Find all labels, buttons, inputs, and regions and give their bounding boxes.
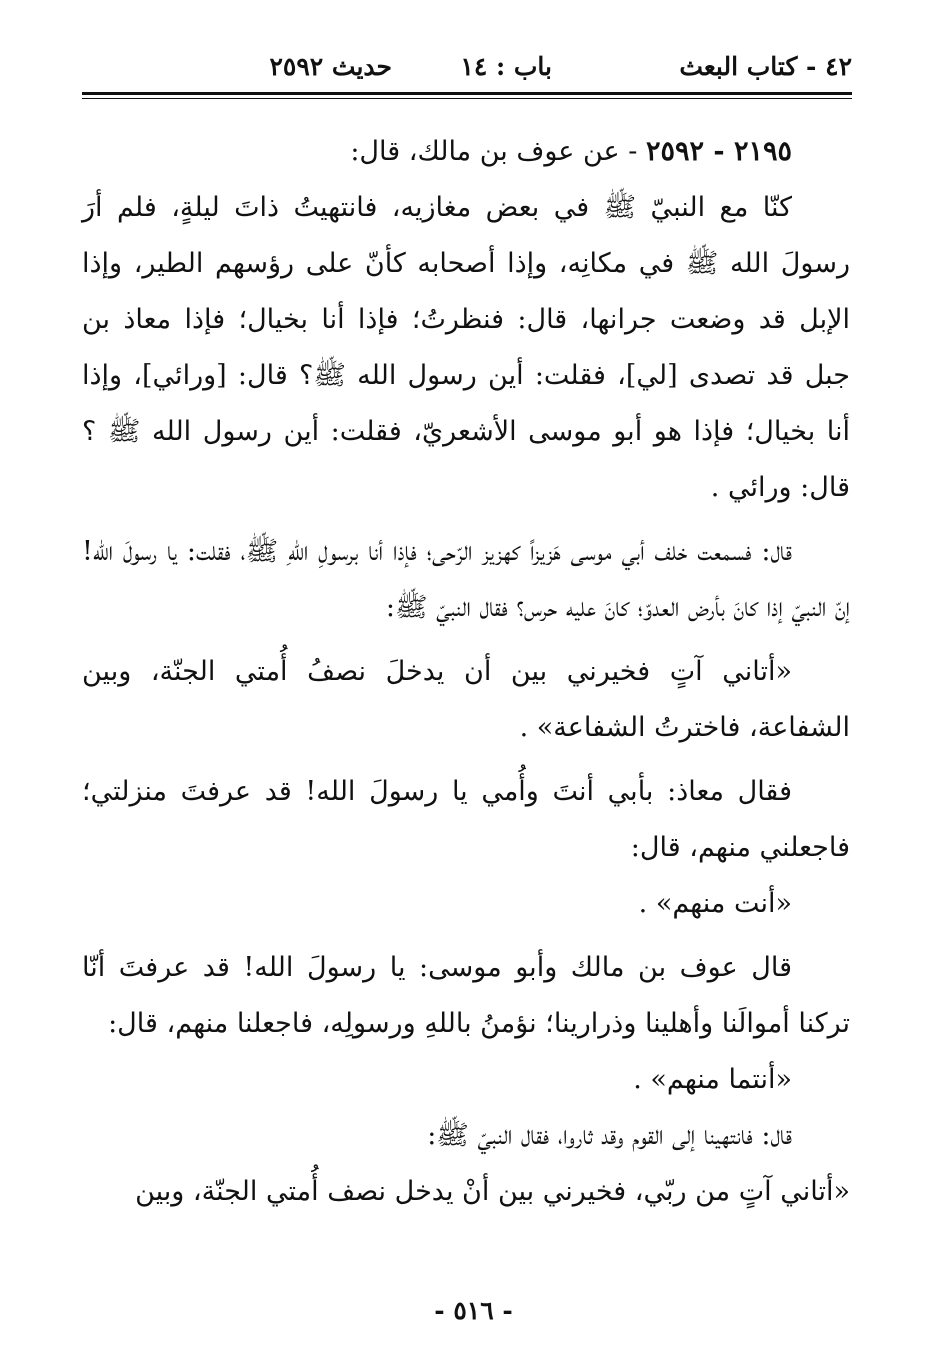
paragraph-gap — [82, 516, 850, 524]
paragraph-gap — [82, 756, 850, 764]
quote-paragraph: «أنتما منهم» . — [633, 1064, 792, 1095]
running-header — [82, 52, 852, 92]
hadith-heading — [82, 124, 850, 180]
hadith-range: حديث ٢٥٩٢ — [269, 52, 392, 81]
paragraph-gap — [82, 932, 850, 940]
paragraph-gap — [82, 636, 850, 644]
hadith-number: ٢١٩٥ - ٢٥٩٢ — [645, 136, 792, 167]
quote-paragraph: «أتاني آتٍ من ربّي، فخيرني بين أنْ يدخل نصف أُمتي الجنّة، وبين — [135, 1176, 850, 1207]
paragraph: قال: فسمعت خلف أبي موسى هَزيزاً كهزيز الرّحى؛ فإذا أنا برسولِ اللهِ ﷺ، فقلت: يا رسولَ الله! إنّ النبيّ إذا كانَ بأرض العدوّ؛ كانَ عليه حرس؟ فقال النبيّ ﷺ: — [82, 536, 850, 623]
paragraph: كنّا مع النبيّ ﷺ في بعض مغازيه، فانتهيتُ ذاتَ ليلةٍ، فلم أرَ رسولَ الله ﷺ في مكانِه، وإذا أصحابه كأنّ على رؤسهم الطير، وإذا الإبل قد وضعت جرانها، قال: فنظرتُ؛ فإذا أنا بخيال؛ فإذا معاذ بن جبل قد تصدى [لي]، فقلت: أين رسول الله ﷺ؟ قال: [ورائي]، وإذا أنا بخيال؛ فإذا هو أبو موسى الأشعريّ، فقلت: أين رسول الله ﷺ ؟ قال: ورائي . — [82, 192, 850, 503]
page-body — [82, 124, 850, 1220]
quote-paragraph: «أنت منهم» . — [638, 888, 792, 919]
header-rule-thick — [82, 92, 852, 95]
paragraph: قال: فانتهينا إلى القوم وقد ثاروا، فقال النبيّ ﷺ: — [427, 1120, 792, 1151]
header-rule-thin — [82, 98, 852, 99]
paragraph: قال عوف بن مالك وأبو موسى: يا رسولَ الله! قد عرفتَ أنّا تركنا أموالَنا وأهلينا وذرارينا؛ نؤمنُ باللهِ ورسولِه، فاجعلنا منهم، قال: — [82, 952, 850, 1039]
page-number: - ٥١٦ - — [434, 1296, 513, 1325]
paragraph: فقال معاذ: بأبي أنتَ وأُمي يا رسولَ الله! قد عرفتَ منزلتي؛ فاجعلني منهم، قال: — [82, 776, 850, 863]
quote-paragraph: «أتاني آتٍ فخيرني بين أن يدخلَ نصفُ أُمتي الجنّة، وبين الشفاعة، فاخترتُ الشفاعة» . — [82, 656, 850, 743]
bab-number: باب : ١٤ — [460, 52, 552, 81]
hadith-isnad: - عن عوف بن مالك، قال: — [350, 136, 646, 167]
chapter-title: ٤٢ - كتاب البعث — [679, 52, 852, 81]
